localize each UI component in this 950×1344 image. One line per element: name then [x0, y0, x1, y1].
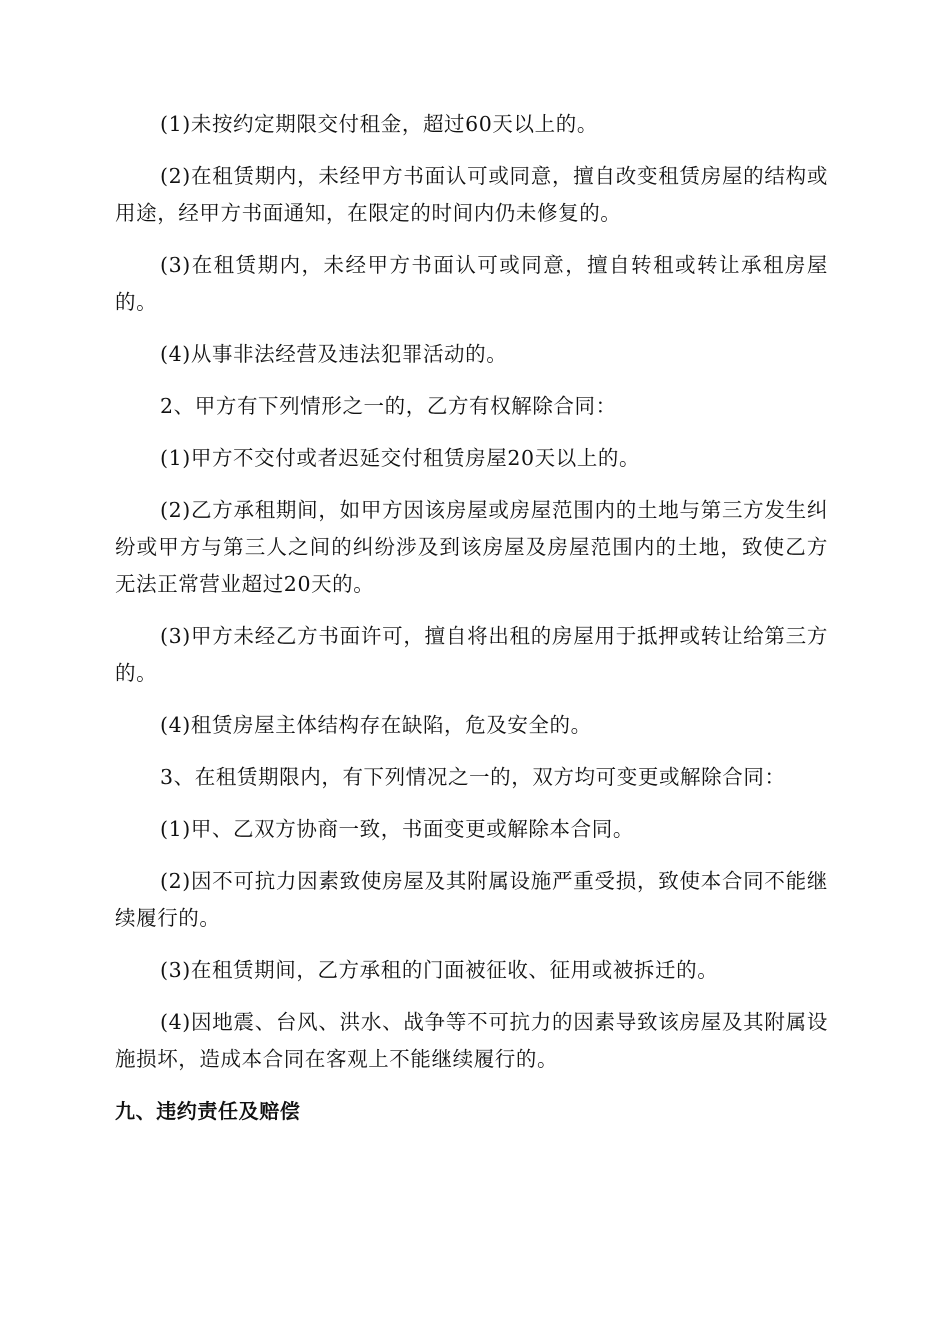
- paragraph-12: (2)因不可抗力因素致使房屋及其附属设施严重受损，致使本合同不能继续履行的。: [115, 869, 828, 930]
- paragraph-11: (1)甲、乙双方协商一致，书面变更或解除本合同。: [160, 817, 634, 841]
- section-heading: 九、违约责任及赔偿: [115, 1099, 301, 1123]
- paragraph-4: (4)从事非法经营及违法犯罪活动的。: [160, 342, 508, 366]
- paragraph-9: (4)租赁房屋主体结构存在缺陷，危及安全的。: [160, 713, 592, 737]
- paragraph-6: (1)甲方不交付或者迟延交付租赁房屋20天以上的。: [160, 446, 641, 470]
- paragraph-8: (3)甲方未经乙方书面许可，擅自将出租的房屋用于抵押或转让给第三方的。: [115, 624, 828, 685]
- paragraph-5: 2、甲方有下列情形之一的，乙方有权解除合同：: [160, 394, 617, 418]
- paragraph-1: (1)未按约定期限交付租金，超过60天以上的。: [160, 112, 598, 136]
- paragraph-3: (3)在租赁期内，未经甲方书面认可或同意，擅自转租或转让承租房屋的。: [115, 253, 828, 314]
- paragraph-13: (3)在租赁期间，乙方承租的门面被征收、征用或被拆迁的。: [160, 958, 719, 982]
- paragraph-14: (4)因地震、台风、洪水、战争等不可抗力的因素导致该房屋及其附属设施损坏，造成本合同在客观上不能继续履行的。: [115, 1010, 828, 1071]
- paragraph-10: 3、在租赁期限内，有下列情况之一的，双方均可变更或解除合同：: [160, 765, 786, 789]
- paragraph-2: (2)在租赁期内，未经甲方书面认可或同意，擅自改变租赁房屋的结构或用途，经甲方书面通知，在限定的时间内仍未修复的。: [115, 164, 828, 225]
- paragraph-7: (2)乙方承租期间，如甲方因该房屋或房屋范围内的土地与第三方发生纠纷或甲方与第三人之间的纠纷涉及到该房屋及房屋范围内的土地，致使乙方无法正常营业超过20天的。: [115, 498, 828, 596]
